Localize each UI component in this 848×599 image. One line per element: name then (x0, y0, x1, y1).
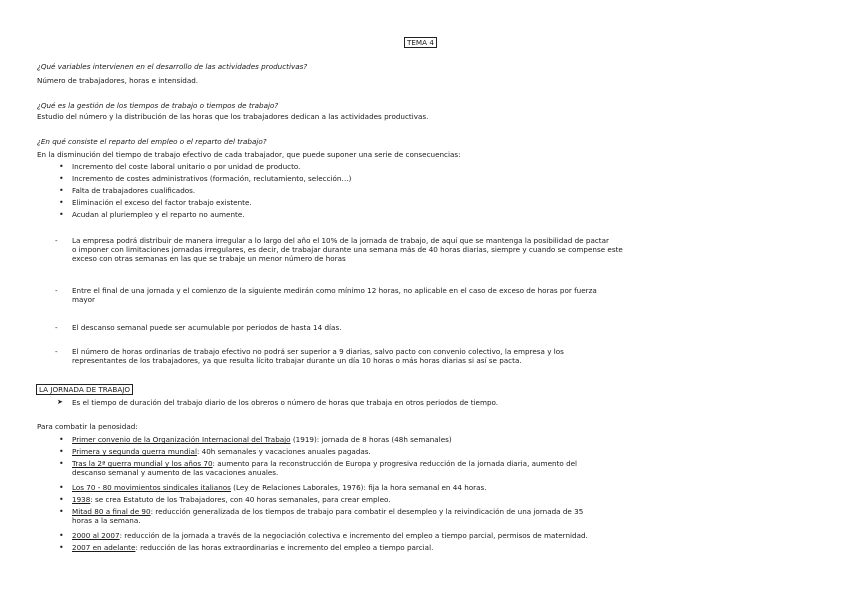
list-item: • Tras la 2ª guerra mundial y los años 70: aumento para la reconstrucción de Europa y progresiva reducción de la jornada diaria, aumento del descanso semanal y aumento de las vacaciones anuales. (59, 459, 578, 477)
question-2: ¿Qué es la gestión de los tiempos de trabajo o tiempos de trabajo? (37, 101, 279, 110)
dash-icon: - (55, 347, 58, 356)
list-item: • Mitad 80 a final de 90: reducción generalizada de los tiempos de trabajo para combatir el desempleo y la reivindicación de una jornada de 35 horas a la semana. (59, 507, 584, 525)
answer-2: Estudio del número y la distribución de las horas que los trabajadores dedican a las actividades productivas. (37, 112, 429, 121)
bullet-icon: • (59, 531, 64, 540)
definition: ➤ Es el tiempo de duración del trabajo diario de los obreros o número de horas que trabaja en otros periodos de tiempo. (57, 398, 499, 407)
bullet-icon: • (59, 174, 64, 183)
dash-icon: - (55, 236, 58, 245)
bullet-icon: • (59, 543, 64, 552)
list-item: • Eliminación el exceso del factor trabajo existente. (59, 198, 252, 207)
page-title: TEMA 4 (404, 37, 437, 48)
list-item: • Primera y segunda guerra mundial: 40h semanales y vacaciones anuales pagadas. (59, 447, 371, 456)
bullet-icon: • (59, 483, 64, 492)
arrow-right-icon: ➤ (57, 398, 63, 406)
list-item: • 1938: se crea Estatuto de los Trabajadores, con 40 horas semanales, para crear empleo. (59, 495, 391, 504)
list-item: • Incremento de costes administrativos (formación, reclutamiento, selección…) (59, 174, 352, 183)
dash-paragraph: - El número de horas ordinarias de trabajo efectivo no podrá ser superior a 9 diarias, salvo pacto con convenio colectivo, la empresa y los representantes de los trabajadores, ya que resulta lícito trabajar durante un día 10 horas o más horas diarias si así se pacta. (55, 347, 564, 365)
bullet-icon: • (59, 162, 64, 171)
answer-3: En la disminución del tiempo de trabajo efectivo de cada trabajador, que puede suponer una serie de consecuencias: (37, 150, 461, 159)
answer-1: Número de trabajadores, horas e intensidad. (37, 76, 199, 85)
question-3: ¿En qué consiste el reparto del empleo o el reparto del trabajo? (37, 137, 267, 146)
list-item: • Acudan al pluriempleo y el reparto no aumente. (59, 210, 245, 219)
bullet-icon: • (59, 198, 64, 207)
bullet-icon: • (59, 186, 64, 195)
section-heading: LA JORNADA DE TRABAJO (36, 384, 133, 395)
bullet-icon: • (59, 210, 64, 219)
list-item: • Los 70 - 80 movimientos sindicales italianos (Ley de Relaciones Laborales, 1976): fija la hora semanal en 44 horas. (59, 483, 487, 492)
bullet-icon: • (59, 507, 64, 516)
dash-icon: - (55, 323, 58, 332)
dash-paragraph: - El descanso semanal puede ser acumulable por periodos de hasta 14 días. (55, 323, 342, 332)
list-item: • Falta de trabajadores cualificados. (59, 186, 196, 195)
list-item: • Incremento del coste laboral unitario o por unidad de producto. (59, 162, 301, 171)
bullet-icon: • (59, 435, 64, 444)
bullet-icon: • (59, 447, 64, 456)
question-1: ¿Qué variables intervienen en el desarrollo de las actividades productivas? (37, 62, 308, 71)
dash-paragraph: - La empresa podrá distribuir de manera irregular a lo largo del año el 10% de la jornada de trabajo, de aquí que se mantenga la posibilidad de pactar o imponer con limitaciones jornadas irregulares, es decir, de trabajar durante una semana más de 40 horas diarias, siempre y cuando se compense este exceso con otras semanas en las que se trabaje un menor número de horas (55, 236, 623, 263)
list-item: • Primer convenio de la Organización Internacional del Trabajo (1919): jornada de 8 horas (48h semanales) (59, 435, 452, 444)
list-item: • 2007 en adelante: reducción de las horas extraordinarias e incremento del empleo a tiempo parcial. (59, 543, 434, 552)
list-intro: Para combatir la penosidad: (37, 422, 138, 431)
bullet-icon: • (59, 495, 64, 504)
list-item: • 2000 al 2007: reducción de la jornada a través de la negociación colectiva e incremento del empleo a tiempo parcial, permisos de maternidad. (59, 531, 588, 540)
dash-icon: - (55, 286, 58, 295)
bullet-icon: • (59, 459, 64, 468)
dash-paragraph: - Entre el final de una jornada y el comienzo de la siguiente medirán como mínimo 12 horas, no aplicable en el caso de exceso de horas por fuerza mayor (55, 286, 597, 304)
